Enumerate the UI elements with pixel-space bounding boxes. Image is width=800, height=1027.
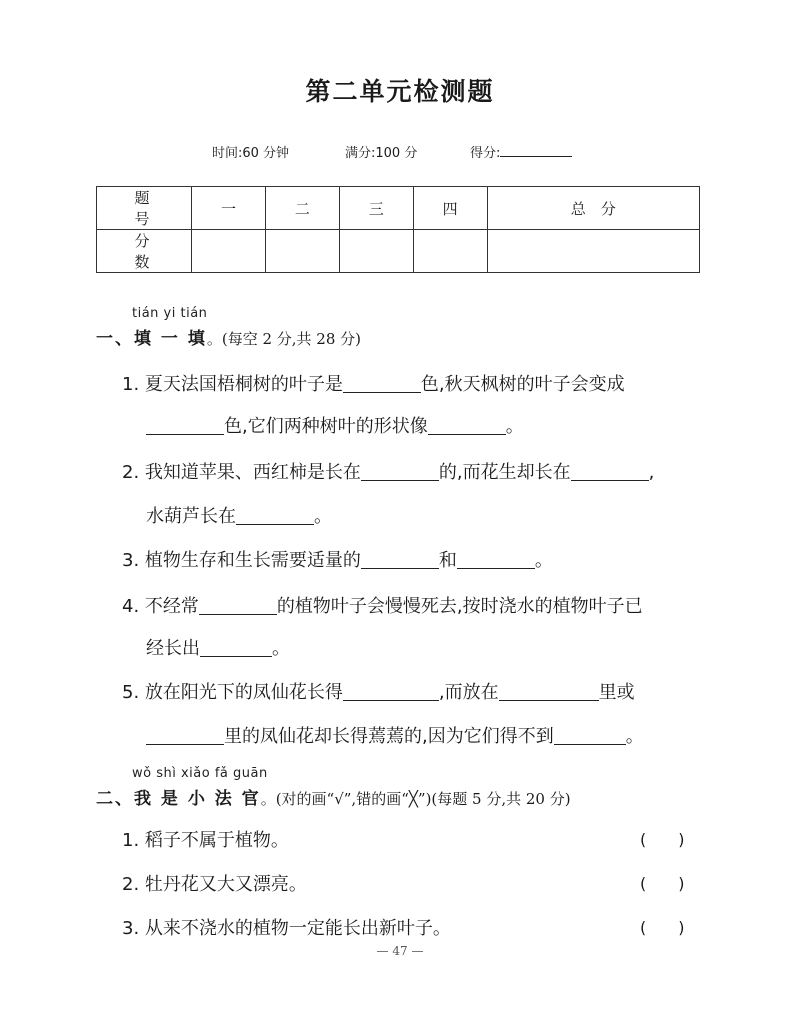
section1-heading <box>96 324 361 349</box>
score-cell[interactable] <box>413 230 487 273</box>
answer-blank[interactable] <box>361 550 439 569</box>
answer-parentheses[interactable]: ( ) <box>640 874 685 893</box>
score-label: 得分: <box>470 146 501 161</box>
question-1-line-1 <box>122 370 625 396</box>
page-number: — 47 — <box>376 944 424 958</box>
question-text: , <box>648 462 655 483</box>
answer-blank[interactable] <box>428 416 506 435</box>
question-text: 的植物叶子会慢慢死去,按时浇水的植物叶子已 <box>276 596 643 617</box>
answer-blank[interactable] <box>554 726 626 745</box>
answer-blank[interactable] <box>146 726 224 745</box>
full-score-info: 满分:100 分 <box>345 146 418 161</box>
score-cell[interactable] <box>487 230 699 273</box>
section2-heading <box>96 784 571 809</box>
question-text: 里的凤仙花却长得蔫蔫的,因为它们得不到 <box>224 726 554 747</box>
score-table-header-row <box>97 187 700 230</box>
score-field <box>470 142 572 161</box>
answer-blank[interactable] <box>146 416 224 435</box>
answer-parentheses[interactable]: ( ) <box>640 918 685 937</box>
answer-blank[interactable] <box>200 638 272 657</box>
answer-parentheses[interactable]: ( ) <box>640 830 685 849</box>
column-label: 三 <box>339 187 413 230</box>
question-text: 和 <box>438 550 457 571</box>
judge-item-1: 1. 稻子不属于植物。 <box>122 830 289 851</box>
page-title: 第二单元检测题 <box>305 77 495 106</box>
time-info: 时间:60 分钟 <box>212 146 290 161</box>
score-cell[interactable] <box>265 230 339 273</box>
question-text: 水葫芦长在 <box>146 506 236 527</box>
question-text: 色,它们两种树叶的形状像 <box>224 416 428 437</box>
column-label: 四 <box>413 187 487 230</box>
question-text: 里或 <box>598 682 635 703</box>
section1-note: 。(每空 2 分,共 28 分) <box>206 330 362 348</box>
column-label: 总 分 <box>487 187 699 230</box>
question-text: 经长出 <box>146 638 200 659</box>
score-row-label: 分 数 <box>97 230 192 273</box>
answer-blank[interactable] <box>571 462 649 481</box>
question-text: 5. 放在阳光下的凤仙花长得 <box>122 682 343 703</box>
question-4-line-1 <box>122 592 643 618</box>
score-table-score-row <box>97 230 700 273</box>
score-cell[interactable] <box>339 230 413 273</box>
section1-title: 填 一 填 <box>134 329 207 349</box>
answer-blank[interactable] <box>343 374 421 393</box>
section2-note: 。(对的画“√”,错的画“╳”)(每题 5 分,共 20 分) <box>260 790 571 808</box>
question-4-line-2 <box>146 634 290 660</box>
answer-blank[interactable] <box>199 596 277 615</box>
answer-blank[interactable] <box>343 682 439 701</box>
question-text: 。 <box>534 550 553 571</box>
column-label: 二 <box>265 187 339 230</box>
question-2-line-1 <box>122 458 654 484</box>
question-text: 。 <box>625 726 644 747</box>
question-text: 的,而花生却长在 <box>438 462 571 483</box>
judge-item-3: 3. 从来不浇水的植物一定能长出新叶子。 <box>122 918 451 939</box>
column-label: 一 <box>192 187 266 230</box>
score-table <box>96 186 700 273</box>
question-text: 1. 夏天法国梧桐树的叶子是 <box>122 374 343 395</box>
question-text: 。 <box>272 638 290 659</box>
answer-blank[interactable] <box>361 462 439 481</box>
question-text: 4. 不经常 <box>122 596 199 617</box>
question-text: 3. 植物生存和生长需要适量的 <box>122 550 361 571</box>
question-text: 色,秋天枫树的叶子会变成 <box>420 374 625 395</box>
question-text: 。 <box>505 416 524 437</box>
question-3 <box>122 546 553 572</box>
question-text: 2. 我知道苹果、西红柿是长在 <box>122 462 361 483</box>
question-text: ,而放在 <box>438 682 499 703</box>
question-1-line-2 <box>146 412 524 438</box>
section2-pinyin: wǒ shì xiǎo fǎ guān <box>132 766 268 781</box>
answer-blank[interactable] <box>499 682 599 701</box>
question-5-line-2 <box>146 722 644 748</box>
question-2-line-2 <box>146 502 332 528</box>
score-cell[interactable] <box>192 230 266 273</box>
judge-item-2: 2. 牡丹花又大又漂亮。 <box>122 874 307 895</box>
section1-number: 一、 <box>96 329 134 349</box>
section1-pinyin: tián yi tián <box>132 306 208 321</box>
section2-title: 我 是 小 法 官 <box>134 789 261 809</box>
question-5-line-1 <box>122 678 635 704</box>
score-blank[interactable] <box>500 144 572 157</box>
question-number-label: 题 号 <box>97 187 192 230</box>
answer-blank[interactable] <box>236 506 314 525</box>
section2-number: 二、 <box>96 789 134 809</box>
question-text: 。 <box>314 506 332 527</box>
answer-blank[interactable] <box>457 550 535 569</box>
